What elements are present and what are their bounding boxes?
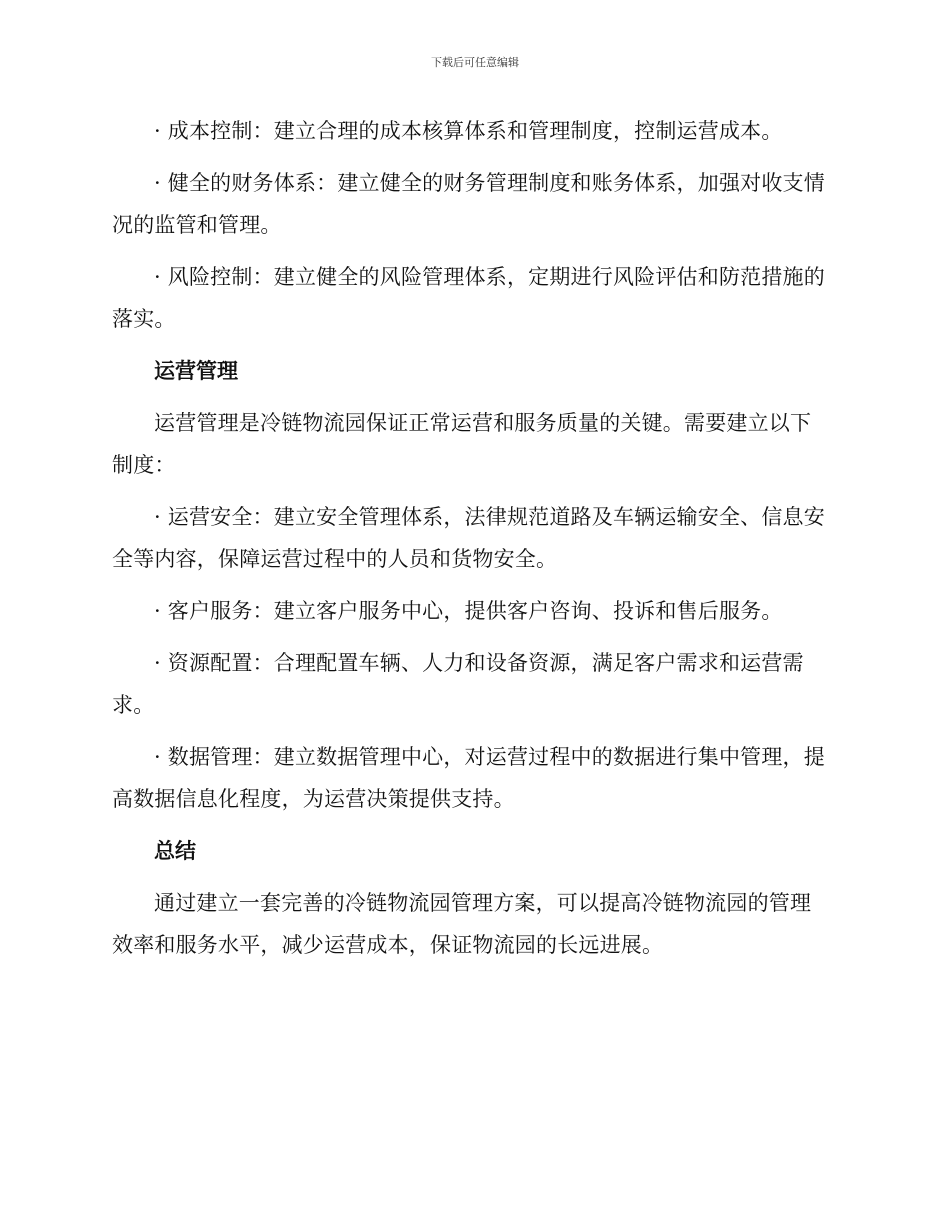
paragraph-customer-service: · 客户服务：建立客户服务中心，提供客户咨询、投诉和售后服务。: [154, 599, 783, 623]
paragraph-finance-system: · 健全的财务体系：建立健全的财务管理制度和账务体系，加强对收支情况的监管和管理。: [112, 171, 825, 237]
section-heading-operations: 运营管理: [154, 359, 238, 383]
paragraph-cost-control: · 成本控制：建立合理的成本核算体系和管理制度，控制运营成本。: [154, 119, 783, 143]
paragraph-resource-allocation: · 资源配置：合理配置车辆、人力和设备资源，满足客户需求和运营需求。: [112, 651, 804, 717]
paragraph-operations-safety: · 运营安全：建立安全管理体系，法律规范道路及车辆运输安全、信息安全等内容，保障运营过程中的人员和货物安全。: [112, 505, 825, 571]
paragraph-data-management: · 数据管理：建立数据管理中心，对运营过程中的数据进行集中管理，提高数据信息化程度，为运营决策提供支持。: [112, 745, 825, 811]
paragraph-operations-intro: 运营管理是冷链物流园保证正常运营和服务质量的关键。需要建立以下制度：: [112, 411, 812, 477]
paragraph-summary: 通过建立一套完善的冷链物流园管理方案，可以提高冷链物流园的管理效率和服务水平，减少运营成本，保证物流园的长远进展。: [112, 891, 812, 957]
section-heading-summary: 总结: [154, 839, 196, 863]
document-body: [112, 110, 832, 976]
page-header: 下载后可任意编辑: [431, 56, 519, 69]
paragraph-risk-control: · 风险控制：建立健全的风险管理体系，定期进行风险评估和防范措施的落实。: [112, 265, 825, 331]
